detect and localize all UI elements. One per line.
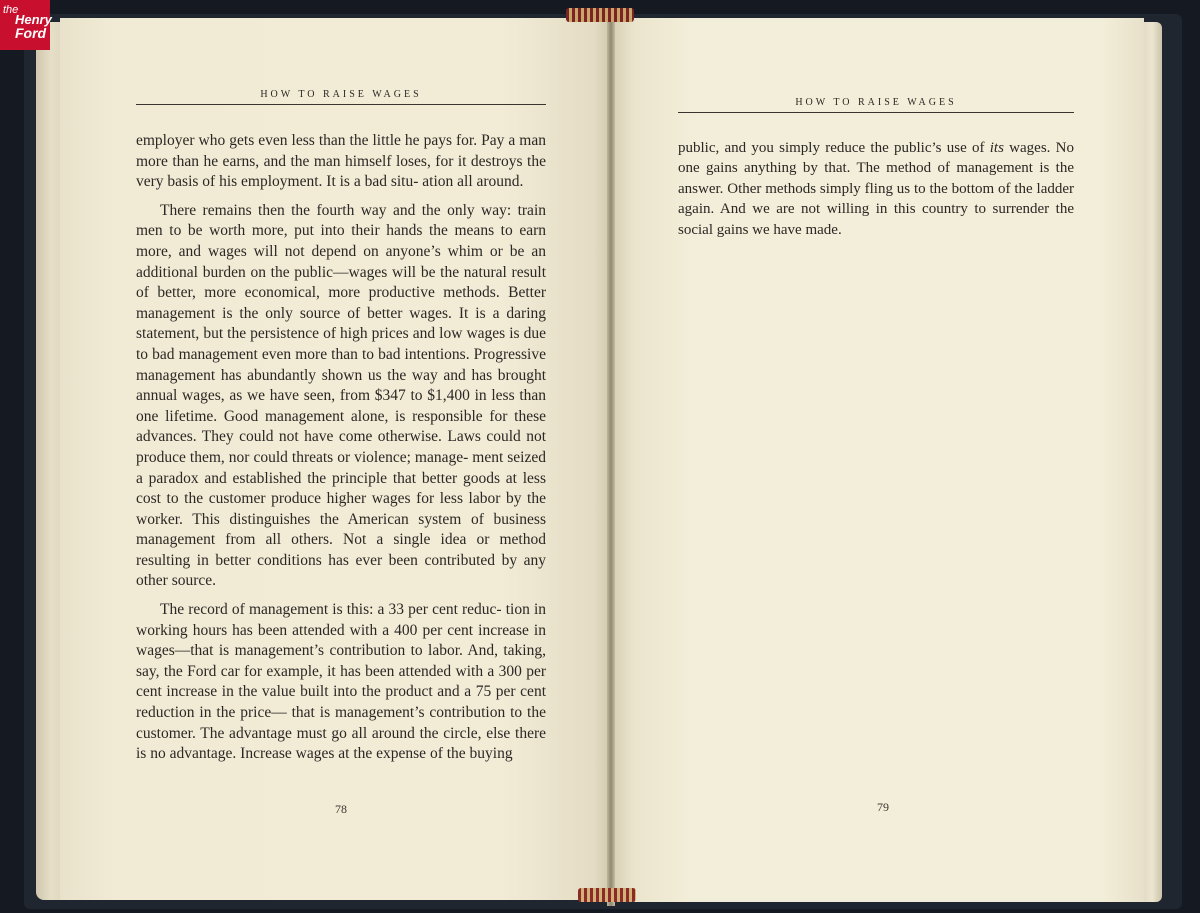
paragraph: There remains then the fourth way and the only way: train men to be worth more, put into their hands the means to earn more, and wages will not depend on anyone’s whim or be an additional burden on the public—wages will be the natural result of better, more economical, more productive methods. Better management is the only source of better wages. It is a daring statement, but the persistence of high prices and low wages is due to bad management even more than to bad intentions. Progressive management has abundantly shown us the way and has brought annual wages, as we have seen, from $347 to $1,400 in less than one lifetime. Good management alone, is responsible for these advances. They could not have come otherwise. Laws could not produce them, nor could threats or violence; manage- ment seized a paradox and established the principle that better goods at less cost to the customer produce higher wages for less labor by the worker. This distinguishes the American system of business management from all others. Not a single idea or method resulting in better conditions has ever been contributed by any other source.: [136, 201, 546, 590]
right-page-text: [678, 138, 1074, 240]
left-page-text: [136, 131, 546, 765]
right-header-rule: [678, 112, 1074, 113]
left-running-head: HOW TO RAISE WAGES: [260, 89, 422, 100]
headband-bottom: [578, 888, 636, 902]
emphasis: its: [989, 140, 1004, 156]
left-header-rule: [136, 104, 546, 105]
left-page-number: 78: [335, 802, 347, 816]
paragraph: employer who gets even less than the little he pays for. Pay a man more than he earns, and the man himself loses, for it destroys the very basis of his employment. It is a bad situ- ation all around.: [136, 132, 546, 191]
right-running-head: HOW TO RAISE WAGES: [795, 97, 957, 108]
henry-ford-logo: the Henry Ford: [0, 0, 50, 50]
paragraph: public, and you simply reduce the public’s use of its wages. No one gains anything by that. The method of management is the answer. Other methods simply fling us to the bottom of the ladder again. And we are not willing in this country to surrender the social gains we have made.: [678, 140, 1074, 238]
book-gutter: [607, 14, 615, 906]
headband-top: [566, 8, 634, 22]
paragraph: The record of management is this: a 33 per cent reduc- tion in working hours has been attended with a 400 per cent increase in wages—that is management’s contribution to labor. And, taking, say, the Ford car for example, it has been attended with a 300 per cent increase in the value built into the product and a 75 per cent reduction in the price— that is management’s contribution to the customer. The advantage must go all around the circle, else there is no advantage. Increase wages at the expense of the buying: [136, 601, 546, 763]
right-page-number: 79: [877, 800, 889, 814]
